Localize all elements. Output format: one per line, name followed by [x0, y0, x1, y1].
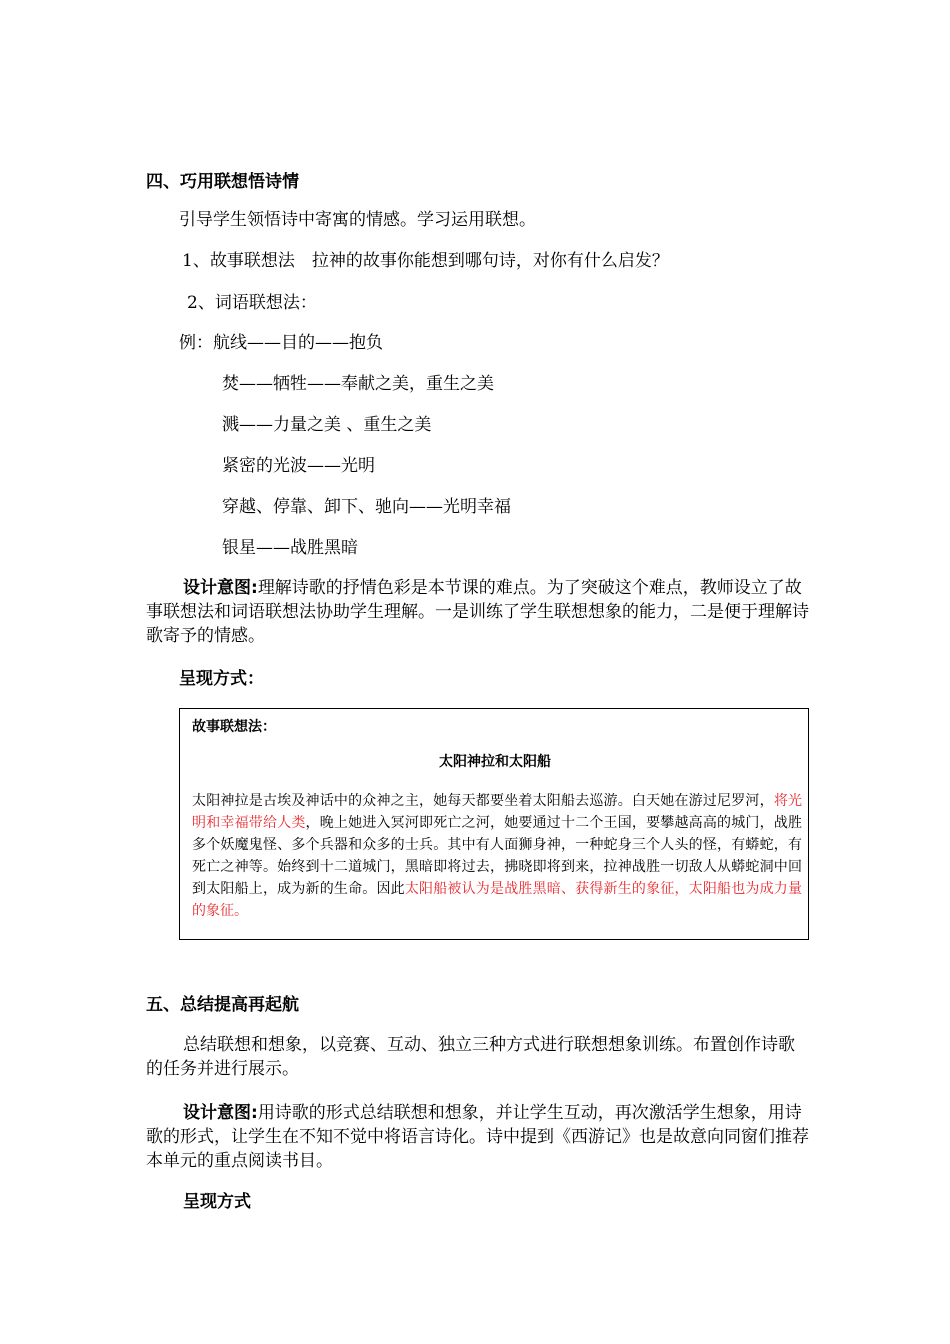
example-line-1: 焚——牺牲——奉献之美，重生之美 [222, 374, 494, 394]
example-line-2: 溅——力量之美 、重生之美 [222, 415, 432, 435]
section4-presentation-label: 呈现方式： [179, 669, 264, 689]
design-intent-text: 理解诗歌的抒情色彩是本节课的难点。为了突破这个难点，教师设立了故事联想法和词语联想法协助学生理解。一是训练了学生联想想象的能力，二是便于理解诗歌寄予的情感。 [146, 578, 809, 646]
example-label: 例：航线——目的——抱负 [179, 333, 383, 353]
section5-intro: 总结联想和想象，以竞赛、互动、独立三种方式进行联想想象训练。布置创作诗歌的任务并进行展示。 [146, 1035, 795, 1079]
story-text-highlight-2: 太阳船被认为是战胜黑暗、获得新生的象征，太阳船也为成力量的象征。 [192, 881, 803, 919]
story-text-part-1: 太阳神拉是古埃及神话中的众神之主，她每天都要坐着太阳船去巡游。白天她在游过尼罗河， [192, 793, 774, 809]
section5-heading: 五、总结提高再起航 [146, 995, 299, 1015]
section4-intro: 引导学生领悟诗中寄寓的情感。学习运用联想。 [179, 210, 536, 230]
story-box-label: 故事联想法： [192, 719, 276, 735]
story-box [179, 708, 809, 940]
section5-design-intent-text: 用诗歌的形式总结联想和想象，并让学生互动，再次激活学生想象，用诗歌的形式，让学生在不知不觉中将语言诗化。诗中提到《西游记》也是故意向同窗们推荐本单元的重点阅读书目。 [146, 1103, 809, 1171]
example-line-5: 银星——战胜黑暗 [222, 538, 358, 558]
example-line-4: 穿越、停靠、卸下、驰向——光明幸福 [222, 497, 511, 517]
section5-design-intent [146, 1101, 810, 1173]
story-text-part-2: ，晚上她进入冥河即死亡之河，她要通过十二个王国，要攀越高高的城门，战胜多个妖魔鬼怪、多个兵器和众多的士兵。其中有人面狮身神，一种蛇身三个人头的怪，有蟒蛇，有死亡之神等。始终到十二道城门，黑暗即将过去，拂晓即将到来，拉神战胜一切敌人从蟒蛇洞中回到太阳船上，成为新的生命。因此 [192, 815, 803, 897]
design-intent-label: 设计意图: [183, 578, 258, 598]
section4-heading: 四、巧用联想悟诗情 [146, 172, 299, 192]
story-text-highlight-1: 将光明和幸福带给人类 [192, 793, 803, 831]
story-box-text [192, 790, 802, 922]
example-line-3: 紧密的光波——光明 [222, 456, 375, 476]
section5-design-intent-label: 设计意图: [183, 1103, 258, 1123]
section4-design-intent [146, 576, 810, 648]
section4-item2: 2、词语联想法： [187, 293, 317, 313]
section4-item1: 1、故事联想法 拉神的故事你能想到哪句诗，对你有什么启发？ [182, 251, 669, 271]
story-box-title: 太阳神拉和太阳船 [439, 754, 551, 770]
section5-presentation-label: 呈现方式 [183, 1192, 251, 1212]
